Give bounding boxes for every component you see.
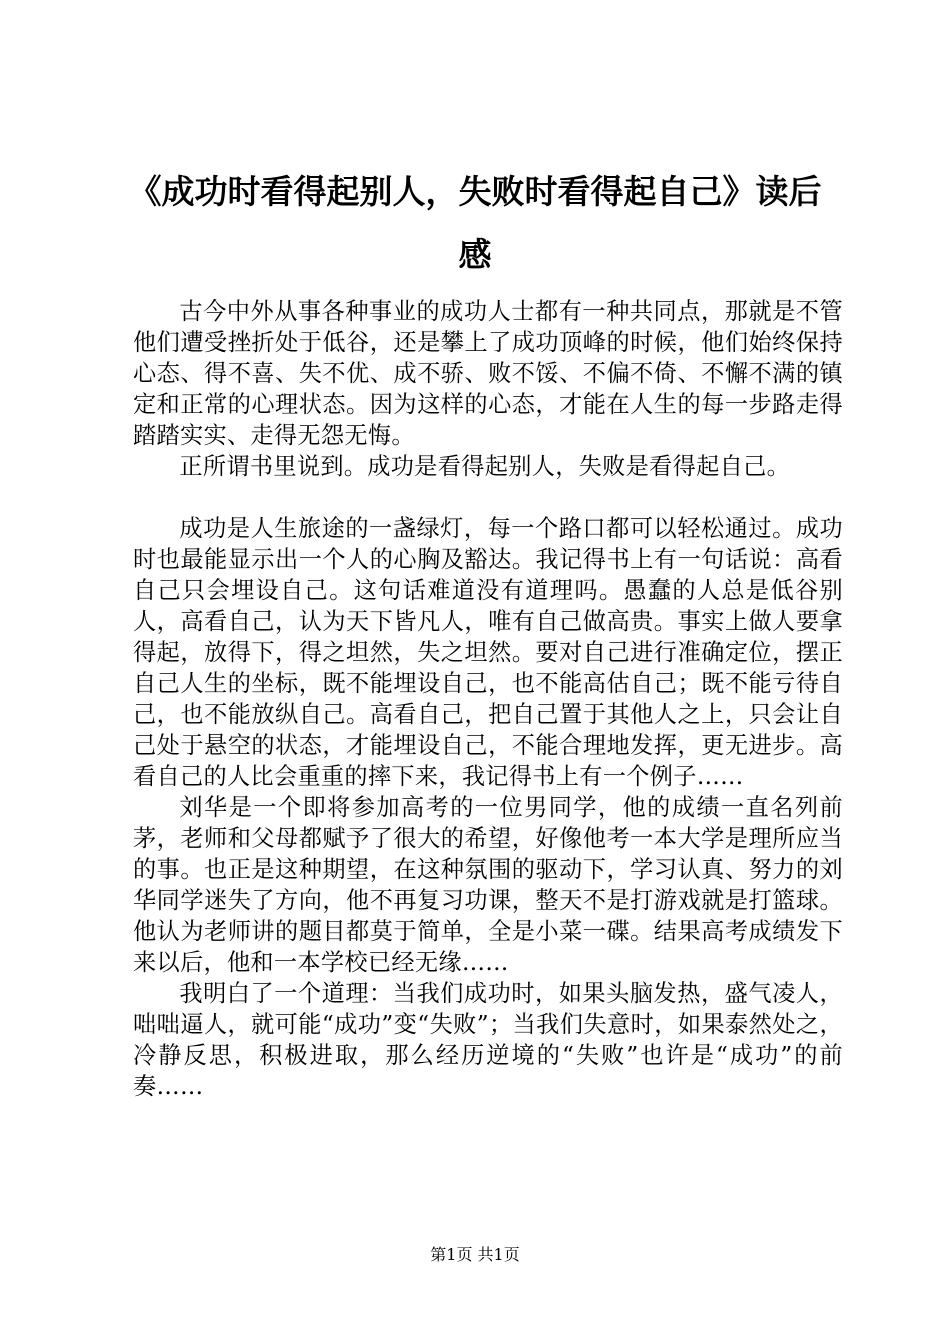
paragraph-5: 我明白了一个道理：当我们成功时，如果头脑发热，盛气凌人，咄咄逼人，就可能“成功”变“失败”；当我们失意时，如果泰然处之，冷静反思，积极进取，那么经历逆境的“失败”也许是“成功”的前奏…… — [133, 980, 843, 1100]
page-footer: 第1页 共1页 — [430, 1245, 520, 1264]
document-title: 《成功时看得起别人，失败时看得起自己》读后感 — [128, 172, 822, 274]
document-body — [133, 296, 843, 1102]
paragraph-1: 古今中外从事各种事业的成功人士都有一种共同点，那就是不管他们遭受挫折处于低谷，还是攀上了成功顶峰的时候，他们始终保持心态、得不喜、失不优、成不骄、败不馁、不偏不倚、不懈不满的镇定和正常的心理状态。因为这样的心态，才能在人生的每一步路走得踏踏实实、走得无怨无悔。 — [133, 298, 843, 449]
paragraph-4: 刘华是一个即将参加高考的一位男同学，他的成绩一直名列前茅，老师和父母都赋予了很大的希望，好像他考一本大学是理所应当的事。也正是这种期望，在这种氛围的驱动下，学习认真、努力的刘华同学迷失了方向，他不再复习功课，整天不是打游戏就是打篮球。他认为老师讲的题目都莫于简单，全是小菜一碟。结果高考成绩发下来以后，他和一本学校已经无缘…… — [133, 794, 843, 976]
paragraph-3: 成功是人生旅途的一盏绿灯，每一个路口都可以轻松通过。成功时也最能显示出一个人的心胸及豁达。我记得书上有一句话说：高看自己只会埋设自己。这句话难道没有道理吗。愚蠢的人总是低谷别人，高看自己，认为天下皆凡人，唯有自己做高贵。事实上做人要拿得起，放得下，得之坦然，失之坦然。要对自己进行准确定位，摆正自己人生的坐标，既不能埋设自己，也不能高估自己；既不能亏待自己，也不能放纵自己。高看自己，把自己置于其他人之上，只会让自己处于悬空的状态，才能埋设自己，不能合理地发挥，更无进步。高看自己的人比会重重的摔下来，我记得书上有一个例子…… — [133, 515, 843, 790]
paragraph-2: 正所谓书里说到。成功是看得起别人，失败是看得起自己。 — [179, 453, 791, 480]
